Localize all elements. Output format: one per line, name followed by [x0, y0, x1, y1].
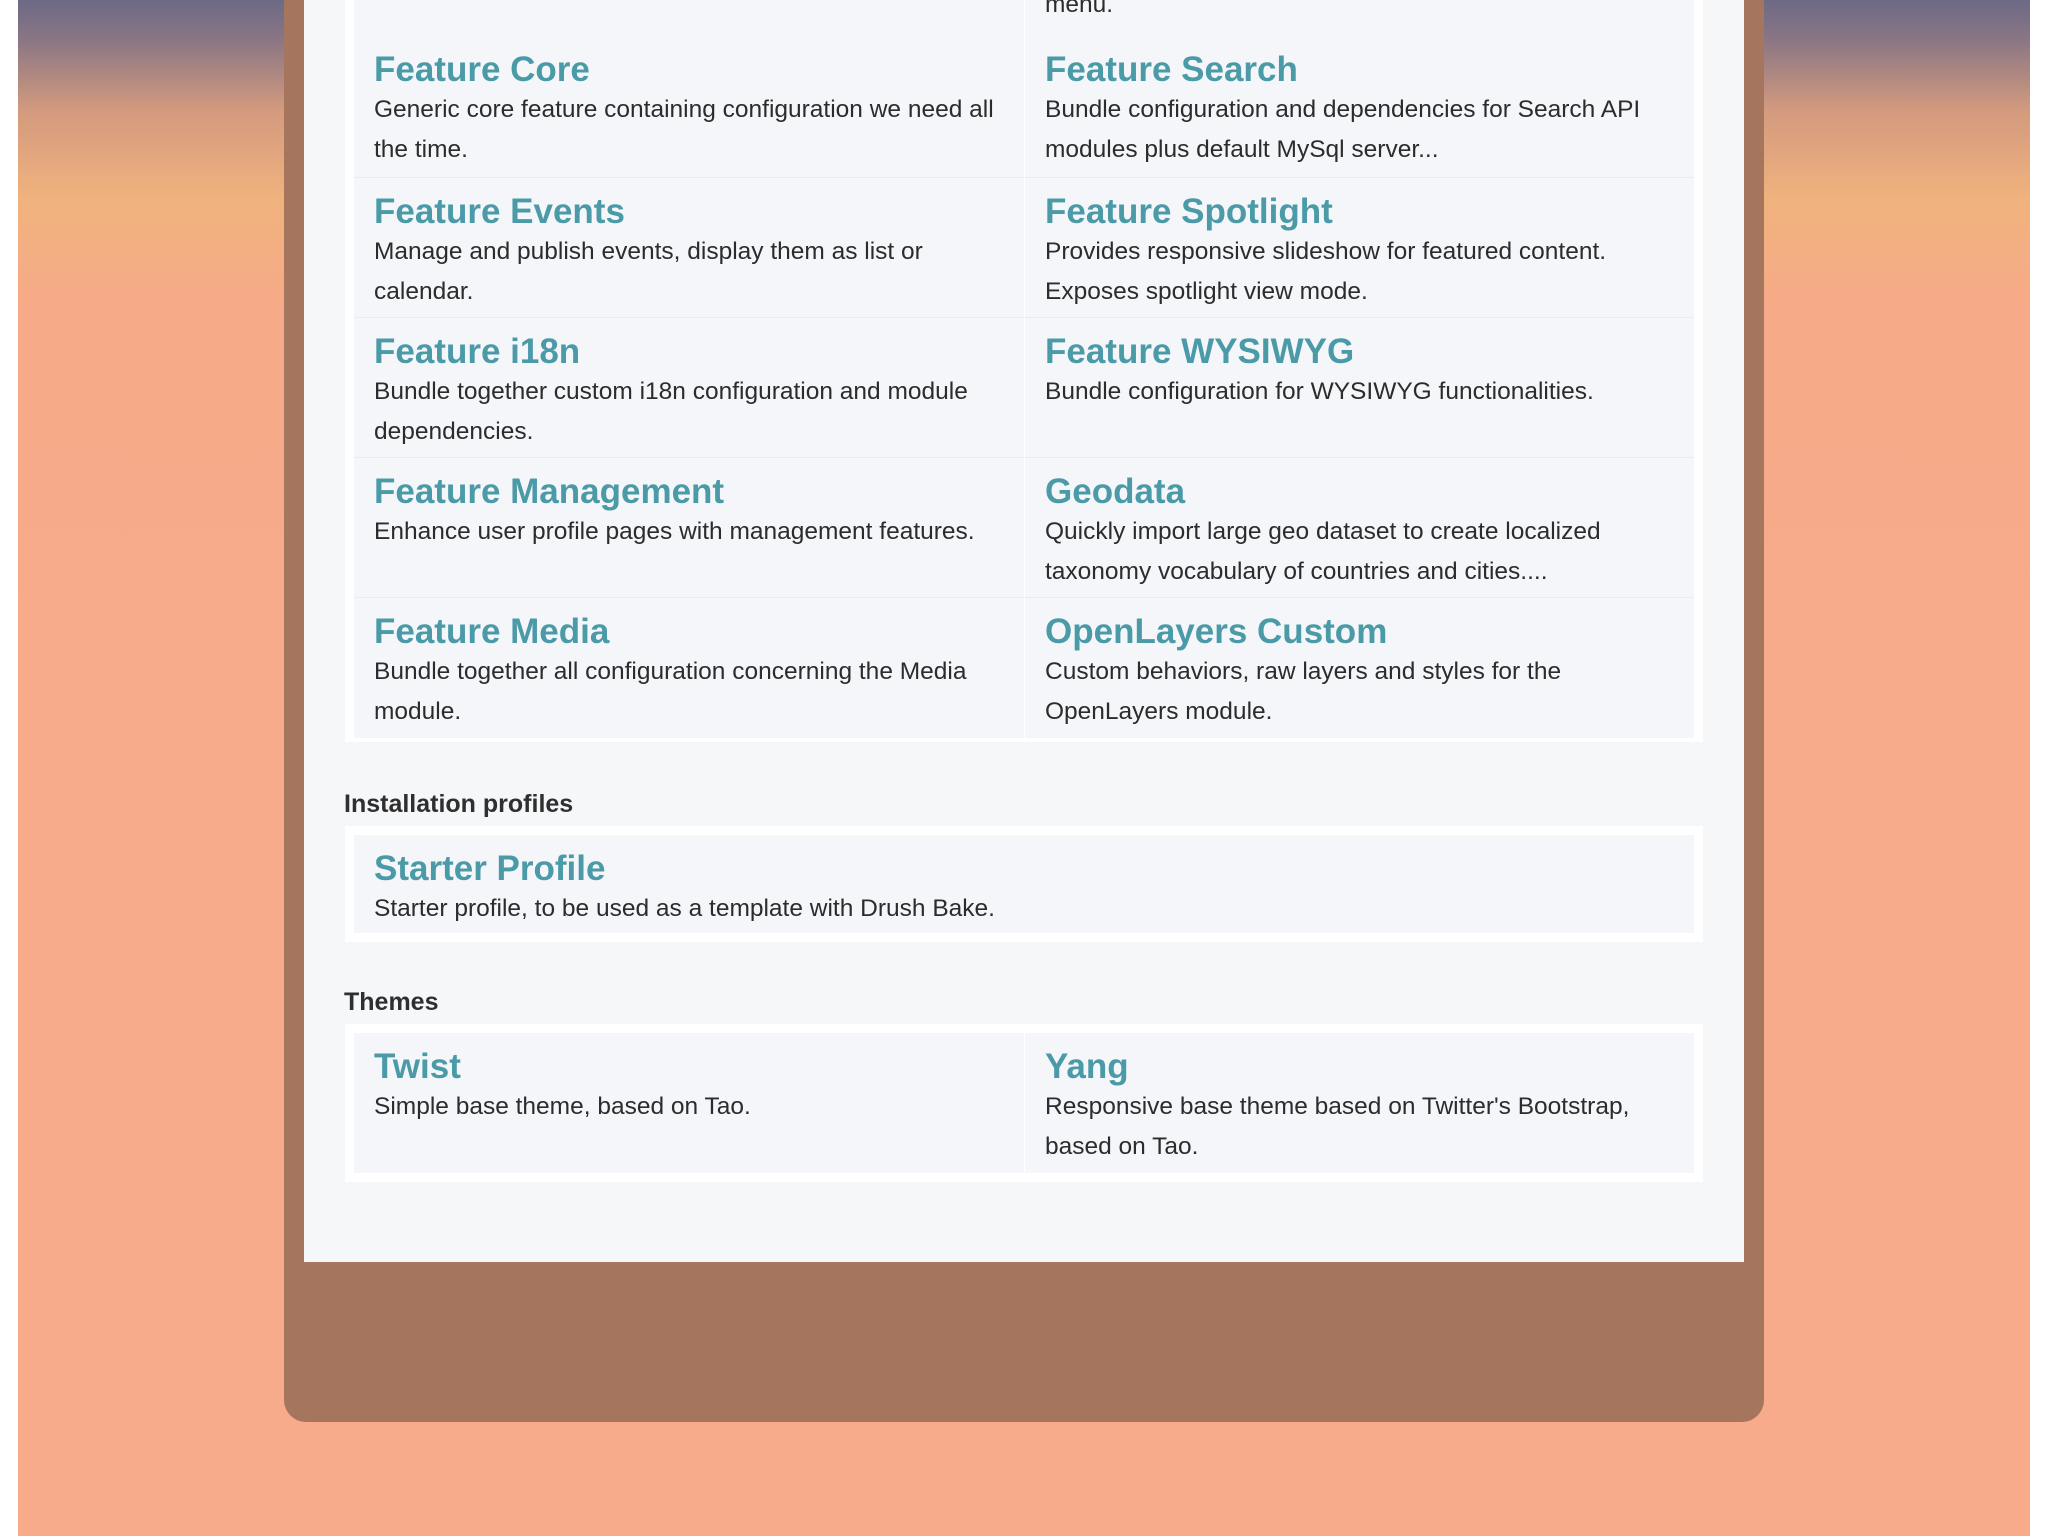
features-grid-top-fragment	[345, 0, 1703, 36]
feature-description: Custom behaviors, raw layers and styles for the OpenLayers module.	[1045, 658, 1562, 725]
feature-description: Enhance user profile pages with management features.	[374, 518, 975, 545]
feature-row	[354, 458, 1694, 598]
theme-cell	[1024, 1033, 1694, 1173]
installation-profiles-heading: Installation profiles	[344, 790, 574, 818]
feature-description: menu.	[1045, 0, 1114, 18]
themes-heading: Themes	[344, 988, 439, 1016]
feature-cell	[1024, 318, 1694, 457]
feature-description: Bundle configuration and dependencies for Search API modules plus default MySql server...	[1045, 96, 1641, 163]
themes-list	[345, 1024, 1703, 1182]
feature-description: Generic core feature containing configuration we need all the time.	[374, 96, 994, 163]
feature-core-link[interactable]: Feature Core	[374, 50, 590, 89]
feature-wysiwyg-link[interactable]: Feature WYSIWYG	[1045, 332, 1355, 371]
feature-description: Quickly import large geo dataset to create localized taxonomy vocabulary of countries and cities....	[1045, 518, 1601, 585]
feature-row	[354, 598, 1694, 738]
yang-theme-link[interactable]: Yang	[1045, 1047, 1129, 1086]
feature-cell	[354, 178, 1024, 317]
feature-row	[354, 36, 1694, 178]
feature-search-link[interactable]: Feature Search	[1045, 50, 1298, 89]
feature-description: Provides responsive slideshow for featured content. Exposes spotlight view mode.	[1045, 238, 1607, 305]
feature-description: Bundle together custom i18n configuration and module dependencies.	[374, 378, 968, 445]
feature-cell	[354, 598, 1024, 738]
features-grid	[345, 36, 1703, 742]
feature-row	[354, 178, 1694, 318]
feature-spotlight-link[interactable]: Feature Spotlight	[1045, 192, 1333, 231]
feature-events-link[interactable]: Feature Events	[374, 192, 625, 231]
profile-cell	[354, 835, 1694, 933]
twist-theme-link[interactable]: Twist	[374, 1047, 461, 1086]
feature-cell-partial-left	[354, 0, 1024, 36]
profile-description: Starter profile, to be used as a template with Drush Bake.	[374, 895, 995, 922]
feature-cell	[1024, 458, 1694, 597]
feature-cell	[354, 36, 1024, 177]
theme-row	[354, 1033, 1694, 1173]
openlayers-custom-link[interactable]: OpenLayers Custom	[1045, 612, 1388, 651]
feature-cell-partial-right	[1024, 0, 1694, 36]
feature-cell	[1024, 178, 1694, 317]
feature-media-link[interactable]: Feature Media	[374, 612, 610, 651]
feature-description: Bundle together all configuration concerning the Media module.	[374, 658, 967, 725]
feature-cell	[354, 458, 1024, 597]
feature-cell	[354, 318, 1024, 457]
feature-management-link[interactable]: Feature Management	[374, 472, 725, 511]
feature-description: Manage and publish events, display them as list or calendar.	[374, 238, 923, 305]
theme-cell	[354, 1033, 1024, 1173]
geodata-link[interactable]: Geodata	[1045, 472, 1186, 511]
theme-description: Simple base theme, based on Tao.	[374, 1093, 751, 1120]
feature-description: Bundle configuration for WYSIWYG functionalities.	[1045, 378, 1594, 405]
installation-profiles-list	[345, 826, 1703, 942]
feature-cell	[1024, 598, 1694, 738]
starter-profile-link[interactable]: Starter Profile	[374, 849, 606, 888]
profile-row	[354, 835, 1694, 933]
feature-i18n-link[interactable]: Feature i18n	[374, 332, 581, 371]
feature-cell	[1024, 36, 1694, 177]
feature-row	[354, 318, 1694, 458]
theme-description: Responsive base theme based on Twitter's Bootstrap, based on Tao.	[1045, 1093, 1630, 1160]
